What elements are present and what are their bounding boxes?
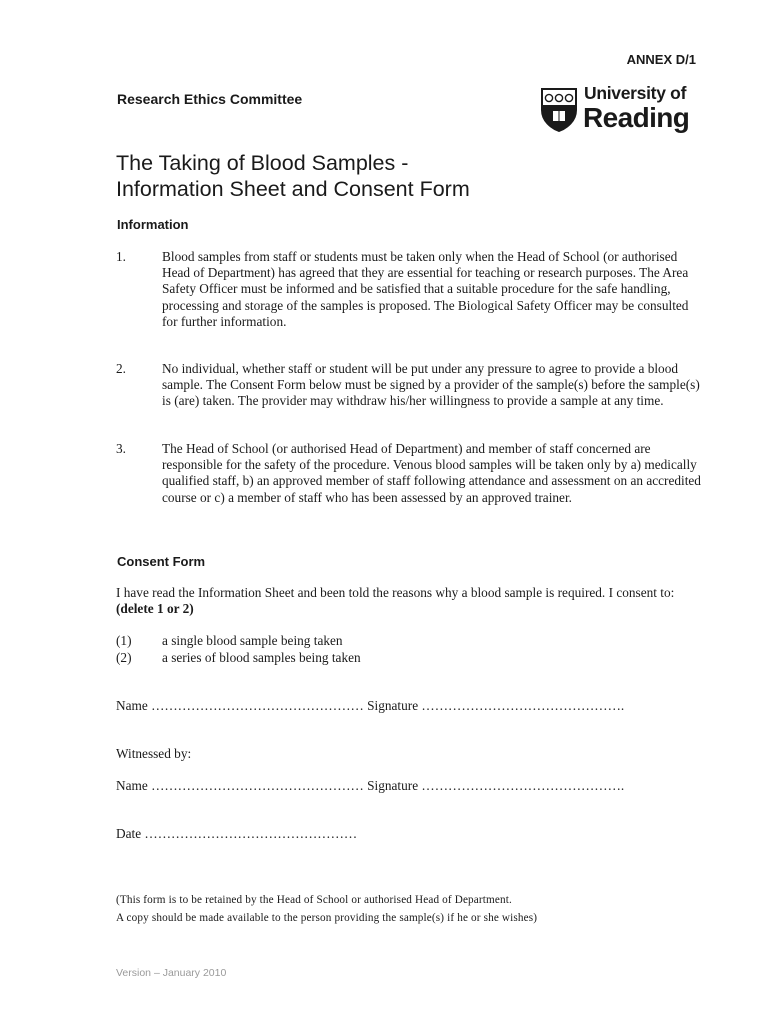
retention-footnote: [116, 891, 537, 927]
logo-text-reading: Reading: [583, 102, 690, 133]
consent-intro-text: I have read the Information Sheet and been told the reasons why a blood sample is required. I consent to:: [116, 585, 675, 600]
witness-name-signature-line[interactable]: Name ………………………………………… Signature ……………………………………….: [116, 778, 625, 793]
committee-name: Research Ethics Committee: [117, 91, 303, 107]
university-logo: [541, 85, 701, 137]
item-text: No individual, whether staff or student will be put under any pressure to agree to provide a blood sample. The Consent Form below must be signed by a provider of the sample(s) before the sample(s) is (are) taken. The provider may withdraw his/her willingness to provide a sample at any time.: [162, 361, 700, 409]
consent-option-2: [116, 650, 361, 666]
information-item-3: [116, 441, 706, 506]
date-line[interactable]: Date …………………………………………: [116, 826, 358, 841]
item-text: Blood samples from staff or students must be taken only when the Head of School (or authorised Head of Department) has agreed that they are essential for teaching or research purposes. The Area Safety Officer must be informed and be satisfied that a suitable procedure for the safe handling, processing and storage of the samples is proposed. The Biological Safety Officer may be consulted for further information.: [162, 249, 689, 329]
document-title: [116, 150, 470, 202]
item-text: The Head of School (or authorised Head of Department) and member of staff concerned are responsible for the safety of the procedure. Venous blood samples will be taken only by a) medically qualified staff, b) an approved member of staff following attendance and assessment on an accredited course or c) a member of staff who has been assessed by an approved trainer.: [162, 441, 701, 505]
consent-option-1: [116, 633, 343, 649]
footnote-line-1: (This form is to be retained by the Head of School or authorised Head of Department.: [116, 894, 512, 906]
witnessed-by-label: Witnessed by:: [116, 746, 192, 761]
information-heading: Information: [117, 217, 189, 232]
shield-crest-icon: [541, 88, 577, 132]
logo-text-university-of: University of: [584, 83, 687, 103]
title-line-1: The Taking of Blood Samples -: [116, 151, 409, 175]
consent-form-heading: Consent Form: [117, 554, 206, 569]
item-number: 2.: [116, 361, 126, 376]
information-item-2: [116, 361, 706, 410]
footnote-line-2: A copy should be made available to the person providing the sample(s) if he or she wishes): [116, 912, 538, 924]
consent-intro: [116, 585, 676, 617]
item-number: 1.: [116, 249, 126, 264]
option-text: a single blood sample being taken: [162, 633, 343, 648]
information-item-1: [116, 249, 706, 330]
title-line-2: Information Sheet and Consent Form: [116, 177, 470, 201]
option-number: (1): [116, 633, 132, 648]
version-label: Version – January 2010: [116, 967, 227, 979]
option-text: a series of blood samples being taken: [162, 650, 361, 665]
provider-name-signature-line[interactable]: Name ………………………………………… Signature ……………………………………….: [116, 698, 625, 713]
annex-label: ANNEX D/1: [626, 52, 696, 67]
consent-delete-instruction: (delete 1 or 2): [116, 601, 194, 617]
item-number: 3.: [116, 441, 126, 456]
option-number: (2): [116, 650, 132, 665]
